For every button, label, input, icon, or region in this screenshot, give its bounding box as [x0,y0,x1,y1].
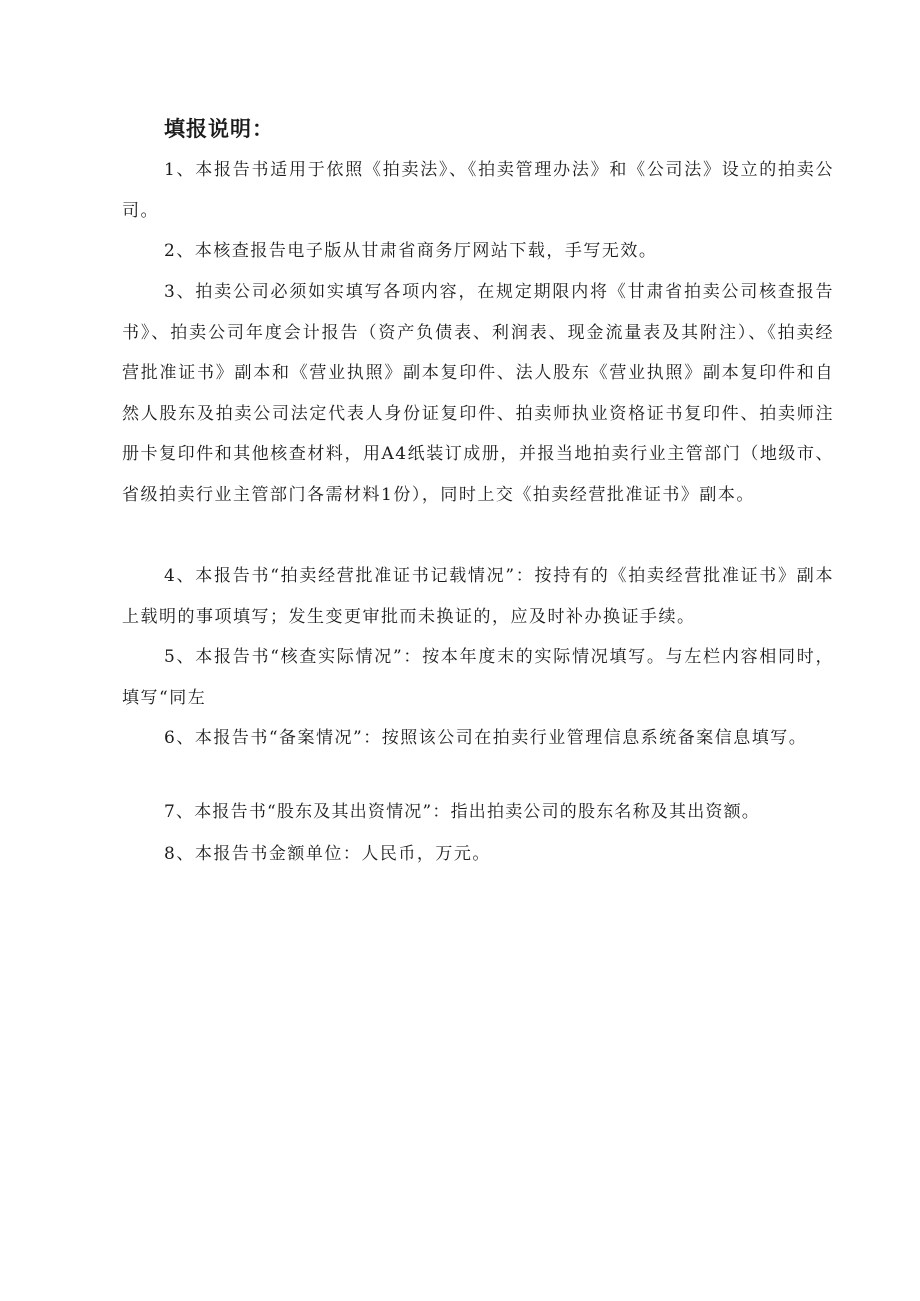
instruction-item-2: 2、本核查报告电子版从甘肃省商务厅网站下载，手写无效。 [164,241,658,261]
instruction-item-4: 4、本报告书“拍卖经营批准证书记载情况”：按持有的《拍卖经营批准证书》副本上载明的事项填写；发生变更审批而未换证的，应及时补办换证手续。 [122,566,834,627]
instruction-item-5: 5、本报告书“核查实际情况”：按本年度末的实际情况填写。与左栏内容相同时，填写“同左 [122,647,834,708]
instruction-item-1: 1、本报告书适用于依照《拍卖法》、《拍卖管理办法》和《公司法》设立的拍卖公司。 [122,160,834,221]
instruction-item-6: 6、本报告书“备案情况”：按照该公司在拍卖行业管理信息系统备案信息填写。 [164,728,808,748]
instructions-heading: 填报说明： [164,117,274,141]
instruction-item-3: 3、拍卖公司必须如实填写各项内容，在规定期限内将《甘肃省拍卖公司核查报告书》、拍卖公司年度会计报告（资产负债表、利润表、现金流量表及其附注）、《拍卖经营批准证书》副本和《营业执照》副本复印件、法人股东《营业执照》副本复印件和自然人股东及拍卖公司法定代表人身份证复印件、拍卖师执业资格证书复印件、拍卖师注册卡复印件和其他核查材料，用A4纸装订成册，并报当地拍卖行业主管部门（地级市、省级拍卖行业主管部门各需材料1份），同时上交《拍卖经营批准证书》副本。 [122,282,834,505]
instruction-item-8: 8、本报告书金额单位：人民币，万元。 [164,844,491,864]
instruction-item-7: 7、本报告书“股东及其出资情况”：指出拍卖公司的股东名称及其出资额。 [164,802,760,822]
